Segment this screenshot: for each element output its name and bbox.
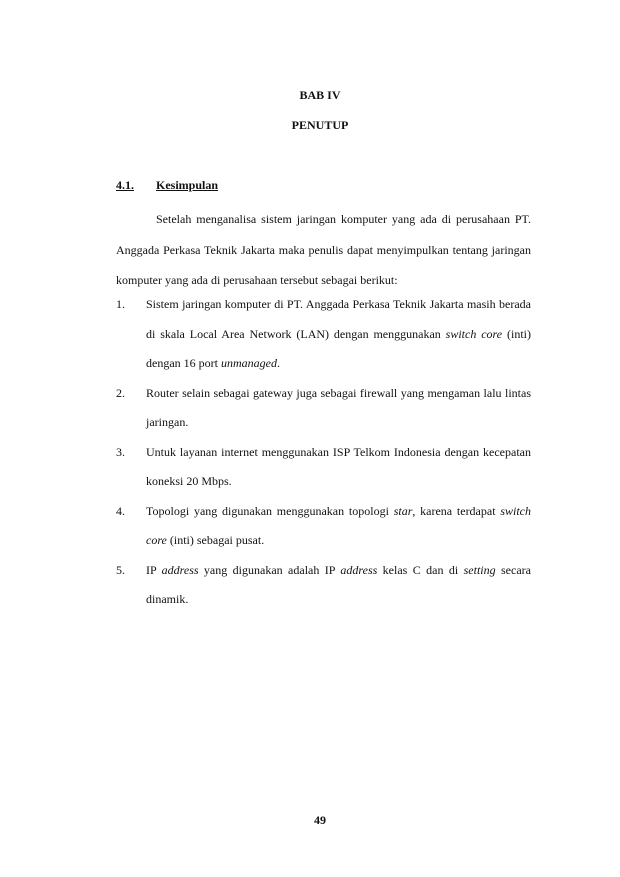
chapter-number: BAB IV	[299, 88, 341, 102]
intro-text: Setelah menganalisa sistem jaringan komputer yang ada di perusahaan PT. Anggada Perkasa Teknik Jakarta maka penulis dapat menyimpulkan tentang jaringan komputer yang ada di perusahaan tersebut sebagai berikut:	[116, 212, 531, 287]
item-text: yang digunakan adalah IP	[198, 562, 341, 577]
intro-paragraph	[116, 204, 531, 296]
item-text: .	[276, 356, 280, 370]
item-italic: unmanaged	[220, 356, 277, 370]
item-number: 5.	[116, 562, 125, 577]
list-item-5	[116, 556, 531, 615]
item-text: Untuk layanan internet menggunakan ISP Telkom Indonesia dengan kecepatan koneksi 20 Mbps.	[146, 444, 531, 488]
item-text: (inti) sebagai pusat.	[166, 533, 265, 547]
list-item-4	[116, 497, 531, 556]
item-text: , karena terdapat	[412, 503, 501, 518]
list-item-2	[116, 379, 531, 438]
item-italic: setting	[463, 562, 496, 577]
section-title: Kesimpulan	[156, 178, 219, 192]
section-heading	[116, 178, 218, 193]
item-text: Topologi yang digunakan menggunakan topologi	[146, 503, 394, 518]
item-italic: switch core	[445, 326, 503, 341]
list-item-3	[116, 438, 531, 497]
item-text: IP	[146, 562, 162, 577]
chapter-title: PENUTUP	[291, 118, 349, 132]
conclusion-list	[116, 290, 531, 615]
item-number: 4.	[116, 503, 125, 518]
item-text: Router selain sebagai gateway juga sebagai firewall yang mengaman lalu lintas jaringan.	[146, 385, 531, 429]
item-text: (inti) dengan 16 port	[146, 326, 531, 370]
item-italic: address	[340, 562, 378, 577]
item-italic: switch core	[146, 503, 531, 547]
item-italic: address	[161, 562, 199, 577]
item-text: Sistem jaringan komputer di PT. Anggada Perkasa Teknik Jakarta masih berada di skala Local Area Network (LAN) dengan menggunakan	[146, 297, 531, 341]
item-text: secara dinamik.	[146, 562, 531, 606]
item-italic: star	[393, 503, 413, 518]
item-text: kelas C dan di	[377, 562, 464, 577]
page-number: 49	[314, 813, 326, 827]
section-number: 4.1.	[116, 178, 134, 192]
list-item-1	[116, 290, 531, 379]
item-number: 1.	[116, 297, 125, 311]
item-number: 2.	[116, 385, 125, 400]
item-number: 3.	[116, 444, 125, 459]
